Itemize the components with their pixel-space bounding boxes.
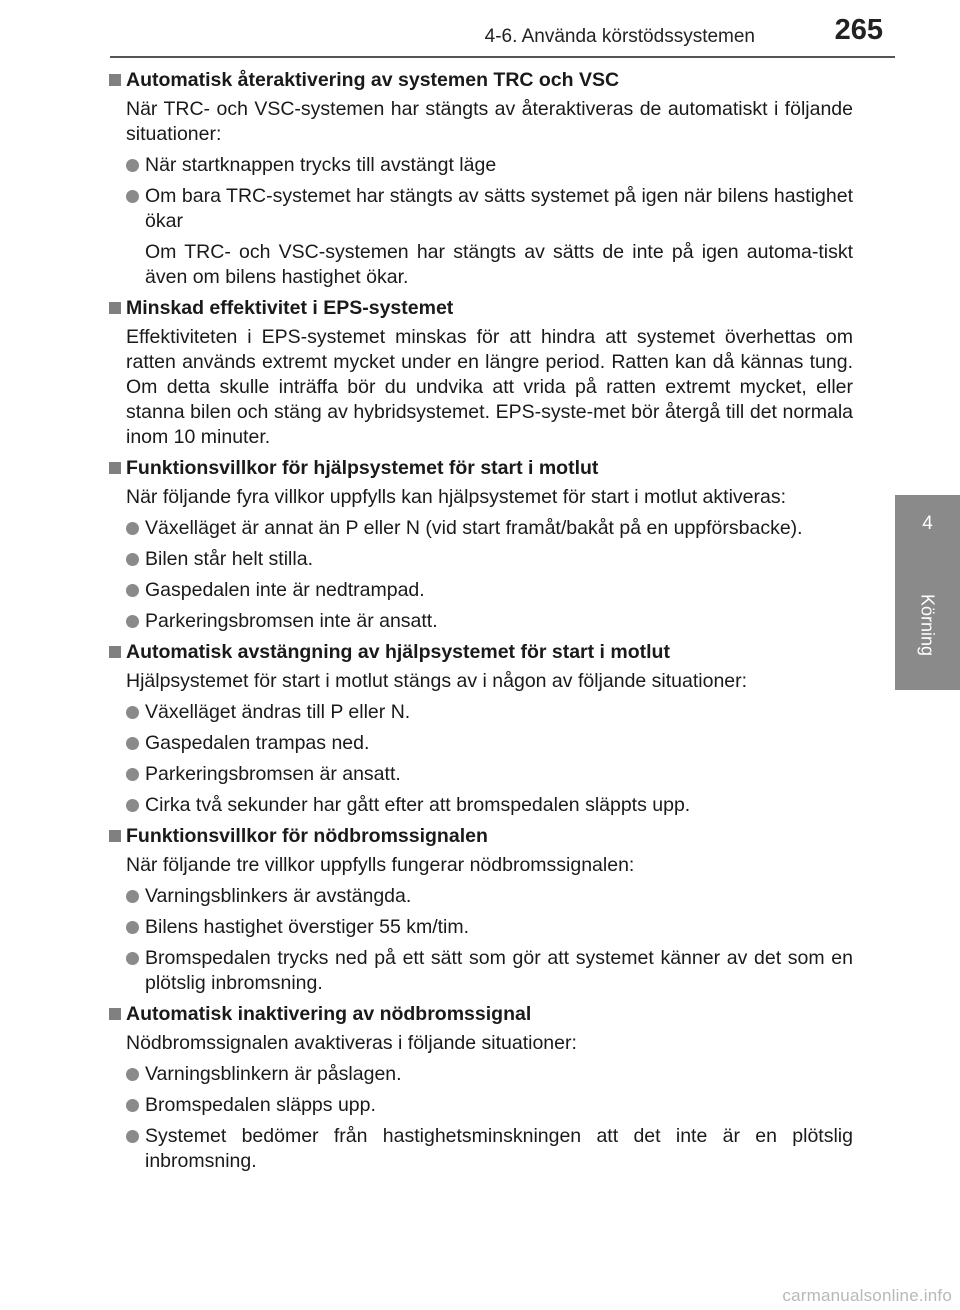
section-emergency-brake-conditions [108,824,853,996]
circle-bullet-icon [126,1068,139,1081]
list-item [126,609,853,634]
square-bullet-icon [109,462,121,474]
circle-bullet-icon [126,890,139,903]
circle-bullet-icon [126,799,139,812]
circle-bullet-icon [126,553,139,566]
section-intro: När följande tre villkor uppfylls fungerar nödbromssignalen: [126,854,635,876]
list-item [126,1093,853,1118]
list-item [126,1062,853,1087]
page-header [110,0,895,58]
circle-bullet-icon [126,190,139,203]
circle-bullet-icon [126,615,139,628]
section-heading [108,640,853,665]
list-item-text: Bromspedalen släpps upp. [145,1094,376,1116]
page-number: 265 [834,14,883,46]
section-heading-text: Funktionsvillkor för hjälpsystemet för start i motlut [126,457,599,479]
list-item [126,915,853,940]
list-item [126,731,853,756]
section-heading-text: Automatisk återaktivering av systemen TRC och VSC [126,69,620,91]
watermark: carmanualsonline.info [782,1286,952,1305]
section-eps [108,296,853,450]
section-title: 4-6. Använda körstödssystemen [484,26,755,47]
section-emergency-brake-deactivation [108,1002,853,1174]
list-item [126,153,853,178]
section-heading-text: Minskad effektivitet i EPS-systemet [126,297,454,319]
section-hill-start-conditions [108,456,853,634]
section-heading [108,296,853,321]
section-note: Om TRC- och VSC-systemen har stängts av sätts de inte på igen automa-tiskt även om bilens hastighet ökar. [145,241,853,288]
circle-bullet-icon [126,952,139,965]
list-item-text: Växelläget är annat än P eller N (vid start framåt/bakåt på en uppförsbacke). [145,517,803,539]
section-hill-start-shutdown [108,640,853,818]
section-heading [108,1002,853,1027]
section-heading [108,68,853,93]
square-bullet-icon [109,830,121,842]
page-content [108,68,853,1180]
circle-bullet-icon [126,737,139,750]
list-item-text: Varningsblinkern är påslagen. [145,1063,402,1085]
circle-bullet-icon [126,1099,139,1112]
list-item [126,1124,853,1174]
list-item [126,184,853,234]
chapter-tab [895,495,960,690]
list-item-text: När startknappen trycks till avstängt läge [145,154,497,176]
circle-bullet-icon [126,921,139,934]
section-intro: Effektiviteten i EPS-systemet minskas för att hindra att systemet överhettas om ratten används extremt mycket under en längre period. Ratten kan då kännas tung. Om detta skulle inträffa bör du undvika att vrida på ratten extremt mycket, eller stanna bilen och stäng av hybridsystemet. EPS-syste-met bör återgå till det normala inom 10 minuter. [126,326,853,448]
list-item-text: Gaspedalen trampas ned. [145,732,370,754]
circle-bullet-icon [126,584,139,597]
list-item [126,700,853,725]
square-bullet-icon [109,302,121,314]
section-trc-vsc [108,68,853,290]
list-item-text: Gaspedalen inte är nedtrampad. [145,579,425,601]
list-item-text: Systemet bedömer från hastighetsminskningen att det inte är en plötslig inbromsning. [145,1125,853,1172]
list-item [126,793,853,818]
circle-bullet-icon [126,159,139,172]
list-item [126,946,853,996]
list-item [126,547,853,572]
list-item-text: Varningsblinkers är avstängda. [145,885,412,907]
list-item-text: Växelläget ändras till P eller N. [145,701,411,723]
list-item-text: Bilen står helt stilla. [145,548,313,570]
circle-bullet-icon [126,706,139,719]
square-bullet-icon [109,646,121,658]
section-heading-text: Automatisk inaktivering av nödbromssignal [126,1003,532,1025]
section-heading [108,824,853,849]
section-heading-text: Automatisk avstängning av hjälpsystemet för start i motlut [126,641,670,663]
list-item-text: Parkeringsbromsen inte är ansatt. [145,610,438,632]
list-item [126,762,853,787]
chapter-label-wrap [915,570,939,680]
section-intro: Nödbromssignalen avaktiveras i följande situationer: [126,1032,577,1054]
section-intro: När TRC- och VSC-systemen har stängts av återaktiveras de automatiskt i följande situationer: [126,98,853,145]
chapter-label: Körning [917,593,938,657]
header-divider [110,56,895,58]
circle-bullet-icon [126,522,139,535]
list-item [126,884,853,909]
list-item-text: Cirka två sekunder har gått efter att bromspedalen släppts upp. [145,794,691,816]
list-item [126,516,853,541]
square-bullet-icon [109,74,121,86]
list-item-text: Parkeringsbromsen är ansatt. [145,763,401,785]
section-intro: Hjälpsystemet för start i motlut stängs av i någon av följande situationer: [126,670,748,692]
circle-bullet-icon [126,768,139,781]
list-item-text: Om bara TRC-systemet har stängts av sätts systemet på igen när bilens hastighet ökar [145,185,853,232]
list-item-text: Bilens hastighet överstiger 55 km/tim. [145,916,470,938]
list-item-text: Bromspedalen trycks ned på ett sätt som gör att systemet känner av det som en plötslig inbromsning. [145,947,853,994]
list-item [126,578,853,603]
section-heading-text: Funktionsvillkor för nödbromssignalen [126,825,488,847]
chapter-number: 4 [922,513,933,534]
section-intro: När följande fyra villkor uppfylls kan hjälpsystemet för start i motlut aktiveras: [126,486,787,508]
section-heading [108,456,853,481]
circle-bullet-icon [126,1130,139,1143]
square-bullet-icon [109,1008,121,1020]
